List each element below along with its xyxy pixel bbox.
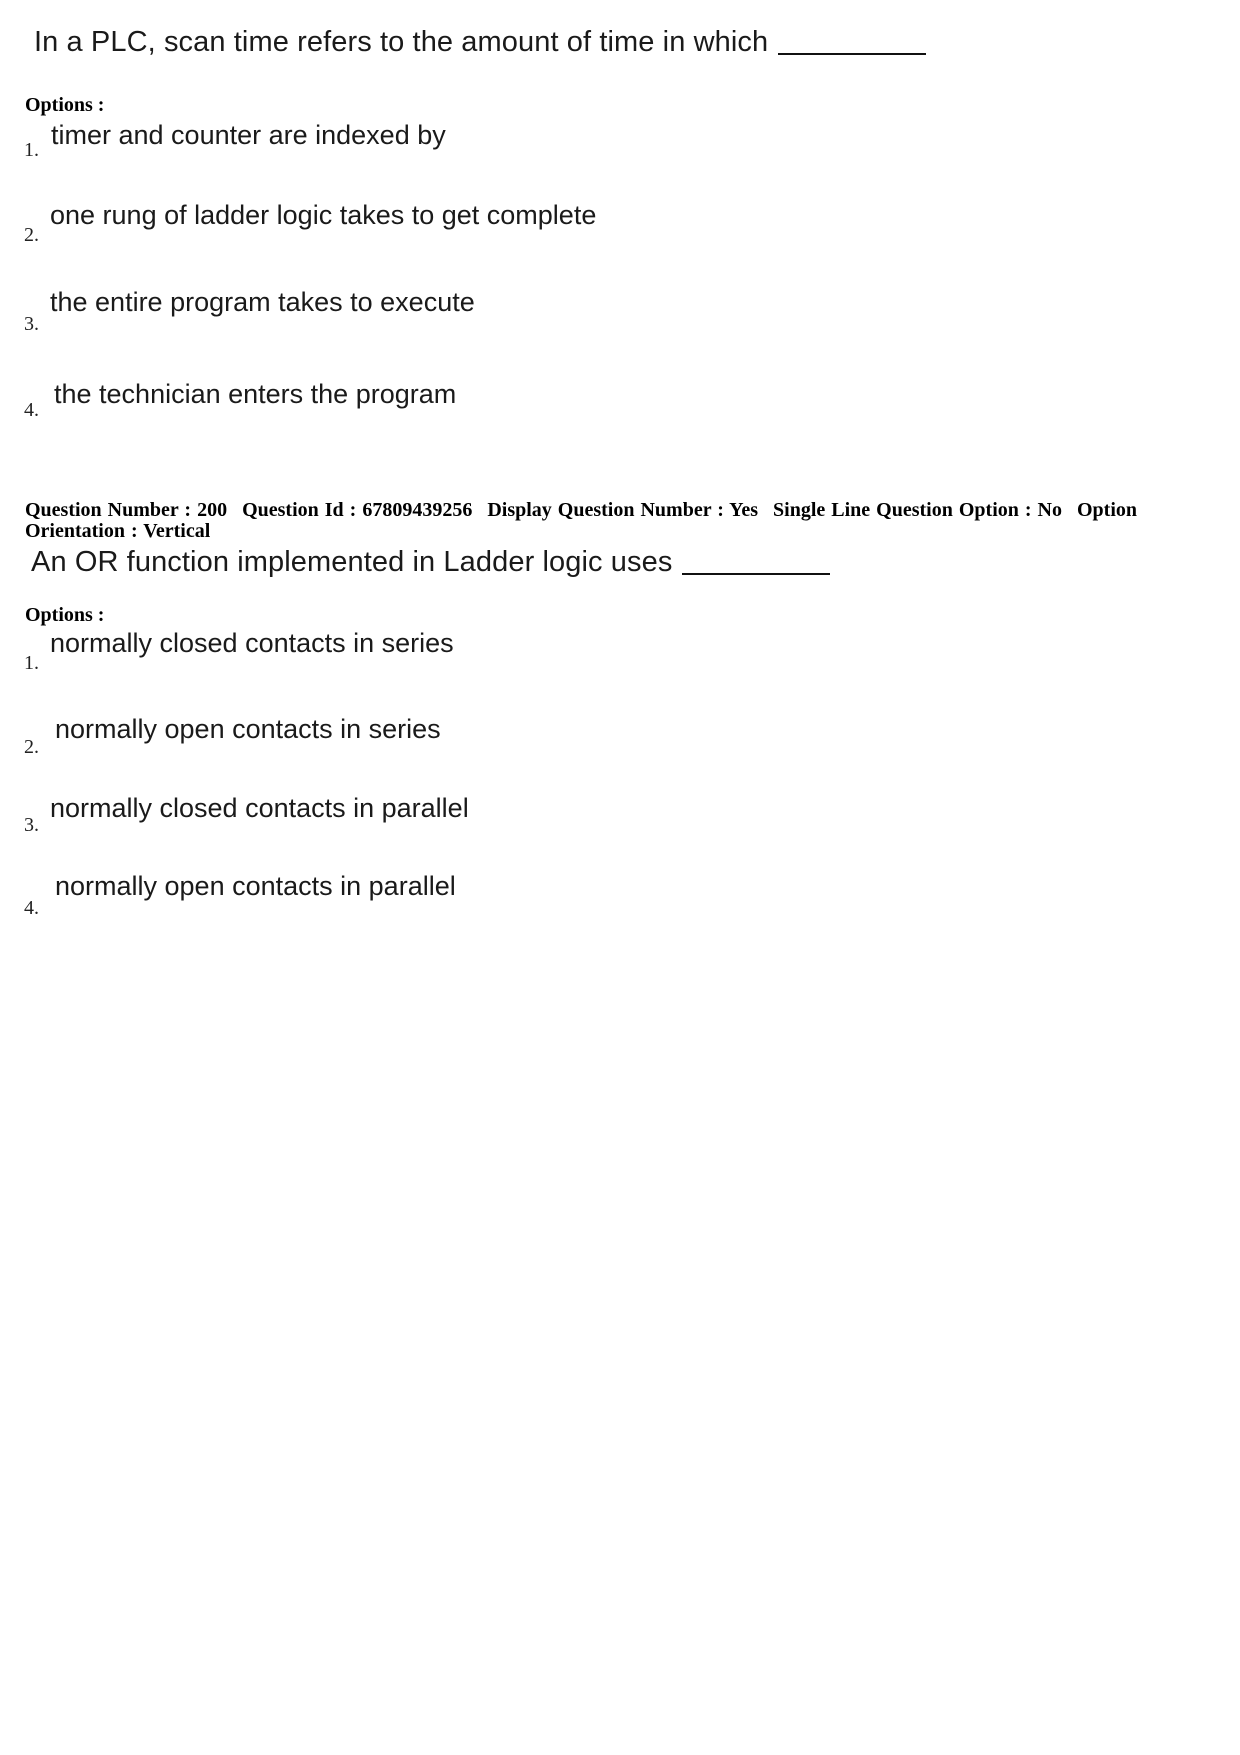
- q200-option-4-number: 4.: [24, 897, 39, 919]
- question-200-text: [31, 546, 830, 579]
- question-200-meta: [25, 500, 1205, 542]
- option-orientation: Option Orientation : Vertical: [25, 499, 1138, 542]
- q199-option-1-text: timer and counter are indexed by: [51, 120, 446, 150]
- question-199-text: [34, 26, 926, 59]
- q199-option-2-text: one rung of ladder logic takes to get complete: [50, 200, 597, 230]
- q200-option-3-text: normally closed contacts in parallel: [50, 793, 469, 823]
- q199-option-3-text: the entire program takes to execute: [50, 287, 475, 317]
- q199-option-4-number: 4.: [24, 399, 39, 421]
- display-question-number: Display Question Number : Yes: [487, 499, 759, 521]
- q199-option-1-number: 1.: [24, 139, 39, 161]
- q200-option-1-number: 1.: [24, 652, 39, 674]
- q199-option-2-number: 2.: [24, 224, 39, 246]
- q200-option-4-text: normally open contacts in parallel: [55, 871, 456, 901]
- q199-option-4-text: the technician enters the program: [54, 379, 457, 409]
- single-line-option: Single Line Question Option : No: [773, 499, 1062, 521]
- q200-option-1-text: normally closed contacts in series: [50, 628, 454, 658]
- answer-blank: [778, 53, 926, 55]
- answer-blank: [682, 573, 830, 575]
- question-199-text-content: In a PLC, scan time refers to the amount of time in which: [34, 26, 769, 58]
- question-199-options-label: Options :: [25, 94, 105, 116]
- question-200-options-label: Options :: [25, 604, 105, 626]
- q200-option-3-number: 3.: [24, 814, 39, 836]
- q200-option-2-text: normally open contacts in series: [55, 714, 441, 744]
- question-200-text-content: An OR function implemented in Ladder logic uses: [31, 546, 673, 578]
- q200-option-2-number: 2.: [24, 736, 39, 758]
- question-id: Question Id : 67809439256: [242, 499, 473, 521]
- question-number: Question Number : 200: [25, 499, 228, 521]
- q199-option-3-number: 3.: [24, 313, 39, 335]
